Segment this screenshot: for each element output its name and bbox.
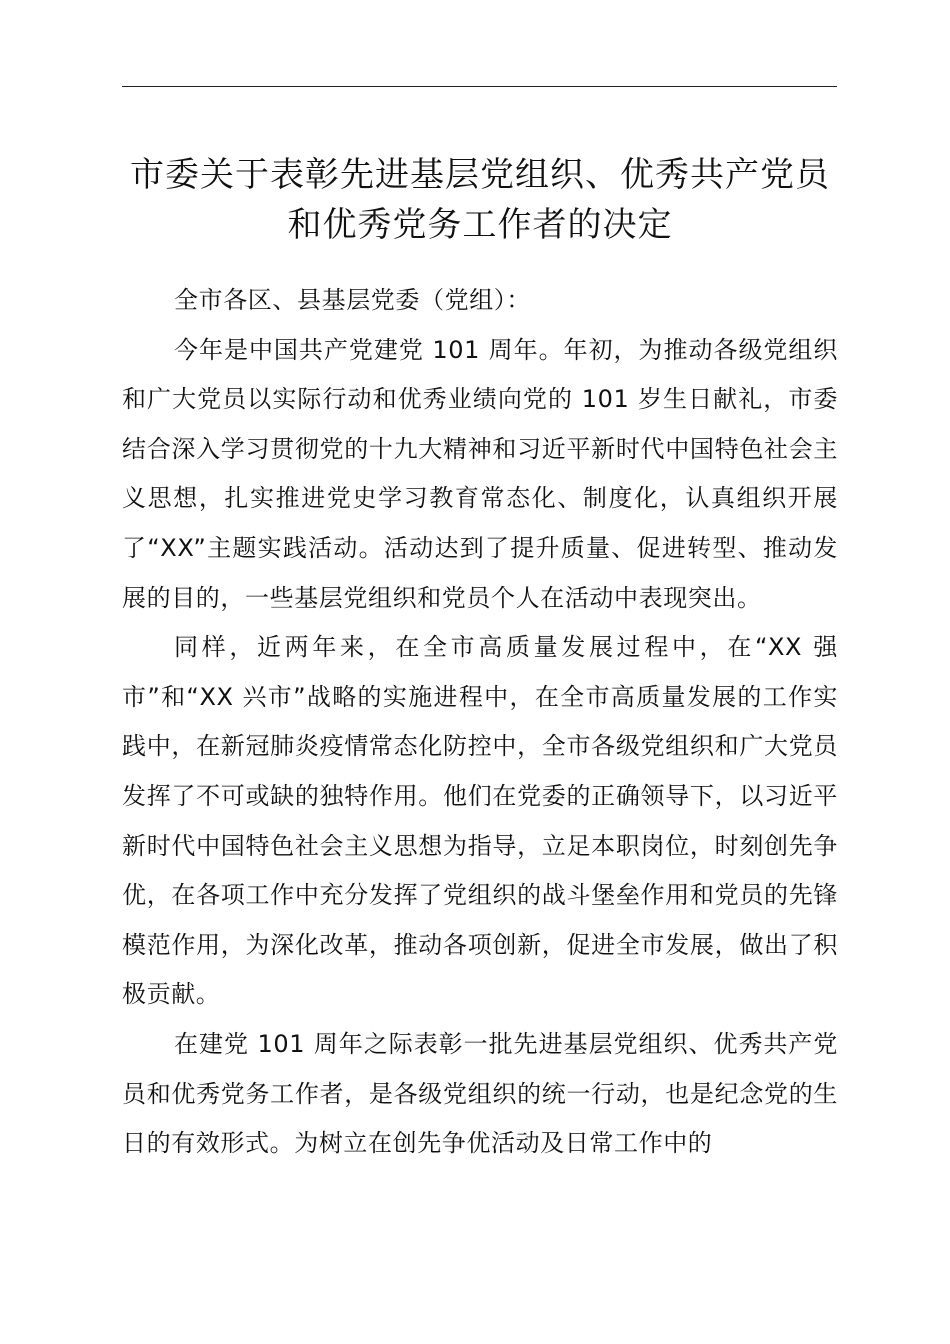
paragraph-3: 在建党 101 周年之际表彰一批先进基层党组织、优秀共产党员和优秀党务工作者，是各级党组织的统一行动，也是纪念党的生日的有效形式。为树立在创先争优活动及日常工作中的 [122,1029,838,1158]
title-line-2: 和优秀党务工作者的决定 [287,205,673,245]
header-rule [122,86,837,87]
salutation: 全市各区、县基层党委（党组）： [174,286,531,314]
paragraph-2: 同样，近两年来，在全市高质量发展过程中，在“XX 强市”和“XX 兴市”战略的实施进程中，在全市高质量发展的工作实践中，在新冠肺炎疫情常态化防控中，全市各级党组织和广大党员发挥了不可或缺的独特作用。他们在党委的正确领导下，以习近平新时代中国特色社会主义思想为指导，立足本职岗位，时刻创先争优，在各项工作中充分发挥了党组织的战斗堡垒作用和党员的先锋模范作用，为深化改革，推动各项创新，促进全市发展，做出了积极贡献。 [122,633,838,1009]
title-line-1: 市委关于表彰先进基层党组织、优秀共产党员 [130,155,830,195]
document-body [122,276,838,1169]
document-title [110,150,850,250]
paragraph-1: 今年是中国共产党建党 101 周年。年初，为推动各级党组织和广大党员以实际行动和优秀业绩向党的 101 岁生日献礼，市委结合深入学习贯彻党的十九大精神和习近平新时代中国特色社会主义思想，扎实推进党史学习教育常态化、制度化，认真组织开展了“XX”主题实践活动。活动达到了提升质量、促进转型、推动发展的目的，一些基层党组织和党员个人在活动中表现突出。 [122,335,838,612]
